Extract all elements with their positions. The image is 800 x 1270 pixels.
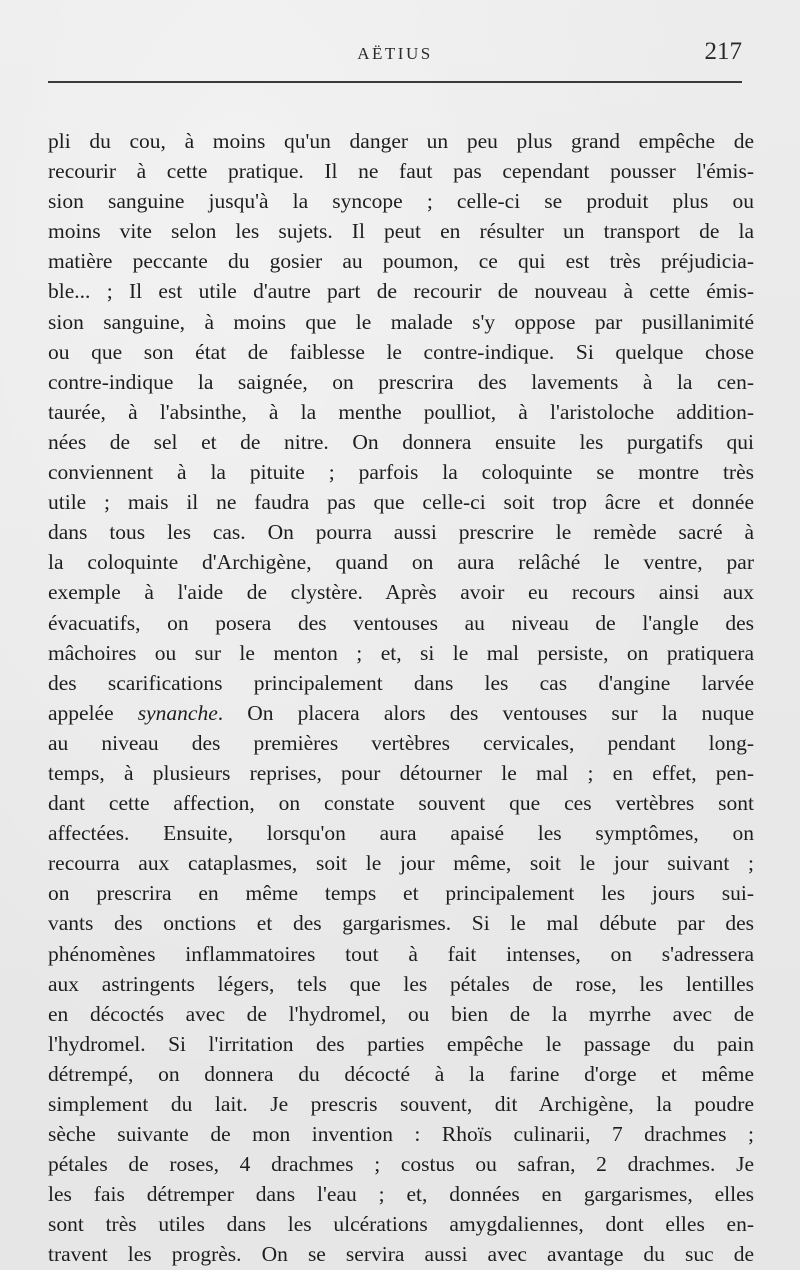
text-line: sont très utiles dans les ulcérations amygdaliennes, dont elles en- <box>48 1212 754 1237</box>
header-rule <box>48 81 742 83</box>
text-line: temps, à plusieurs reprises, pour détourner le mal ; en effet, pen- <box>48 760 754 785</box>
text-line: nées de sel et de nitre. On donnera ensuite les purgatifs qui <box>48 429 754 454</box>
text-line: vants des onctions et des gargarismes. Si le mal débute par des <box>48 911 754 936</box>
text-line: la coloquinte d'Archigène, quand on aura relâché le ventre, par <box>48 550 754 575</box>
text-line: dans tous les cas. On pourra aussi prescrire le remède sacré à <box>48 520 754 545</box>
text-line: sion sanguine jusqu'à la syncope ; celle-ci se produit plus ou <box>48 189 754 214</box>
text-line: utile ; mais il ne faudra pas que celle-ci soit trop âcre et donnée <box>48 490 754 515</box>
text-line: des scarifications principalement dans les cas d'angine larvée <box>48 670 754 695</box>
running-head-title: AËTIUS <box>357 44 433 63</box>
text-line: contre-indique la saignée, on prescrira des lavements à la cen- <box>48 369 754 394</box>
italic-term: synanche <box>137 700 218 725</box>
text-line: recourra aux cataplasmes, soit le jour même, soit le jour suivant ; <box>48 851 754 876</box>
text-line: ble... ; Il est utile d'autre part de recourir de nouveau à cette émis- <box>48 279 754 304</box>
text-line: appelée synanche. On placera alors des ventouses sur la nuque <box>48 700 754 725</box>
text-line: en décoctés avec de l'hydromel, ou bien de la myrrhe avec de <box>48 1001 754 1026</box>
text-line: exemple à l'aide de clystère. Après avoir eu recours ainsi aux <box>48 580 754 605</box>
text-line: les fais détremper dans l'eau ; et, données en gargarismes, elles <box>48 1182 754 1207</box>
text-line: dant cette affection, on constate souvent que ces vertèbres sont <box>48 791 754 816</box>
text-line: matière peccante du gosier au poumon, ce qui est très préjudicia- <box>48 249 754 274</box>
text-line: l'hydromel. Si l'irritation des parties empêche le passage du pain <box>48 1031 754 1056</box>
text-line: sion sanguine, à moins que le malade s'y oppose par pusillanimité <box>48 309 754 334</box>
body-text <box>48 126 754 1270</box>
text-line: évacuatifs, on posera des ventouses au niveau de l'angle des <box>48 610 754 635</box>
text-line: au niveau des premières vertèbres cervicales, pendant long- <box>48 730 754 755</box>
text-line: affectées. Ensuite, lorsqu'on aura apaisé les symptômes, on <box>48 821 754 846</box>
text-line: pli du cou, à moins qu'un danger un peu plus grand empêche de <box>48 129 754 153</box>
text-line: pétales de roses, 4 drachmes ; costus ou safran, 2 drachmes. Je <box>48 1152 754 1177</box>
text-line: phénomènes inflammatoires tout à fait intenses, on s'adressera <box>48 941 754 966</box>
text-line: moins vite selon les sujets. Il peut en résulter un transport de la <box>48 219 754 244</box>
text-line: taurée, à l'absinthe, à la menthe poulliot, à l'aristoloche addition- <box>48 399 754 424</box>
text-line: détrempé, on donnera du décocté à la farine d'orge et même <box>48 1061 754 1086</box>
text-line: simplement du lait. Je prescris souvent, dit Archigène, la poudre <box>48 1092 754 1116</box>
text-line: aux astringents légers, tels que les pétales de rose, les lentilles <box>48 971 754 996</box>
text-line: conviennent à la pituite ; parfois la coloquinte se montre très <box>48 460 754 485</box>
text-line: sèche suivante de mon invention : Rhoïs culinarii, 7 drachmes ; <box>48 1122 754 1147</box>
running-head <box>48 38 742 74</box>
page-number: 217 <box>704 38 742 65</box>
text-line: on prescrira en même temps et principalement les jours sui- <box>48 881 754 906</box>
text-line: recourir à cette pratique. Il ne faut pas cependant pousser l'émis- <box>48 159 754 184</box>
text-line: ou que son état de faiblesse le contre-indique. Si quelque chose <box>48 339 754 364</box>
text-line: mâchoires ou sur le menton ; et, si le mal persiste, on pratiquera <box>48 640 754 665</box>
text-line: travent les progrès. On se servira aussi avec avantage du suc de <box>48 1242 754 1267</box>
